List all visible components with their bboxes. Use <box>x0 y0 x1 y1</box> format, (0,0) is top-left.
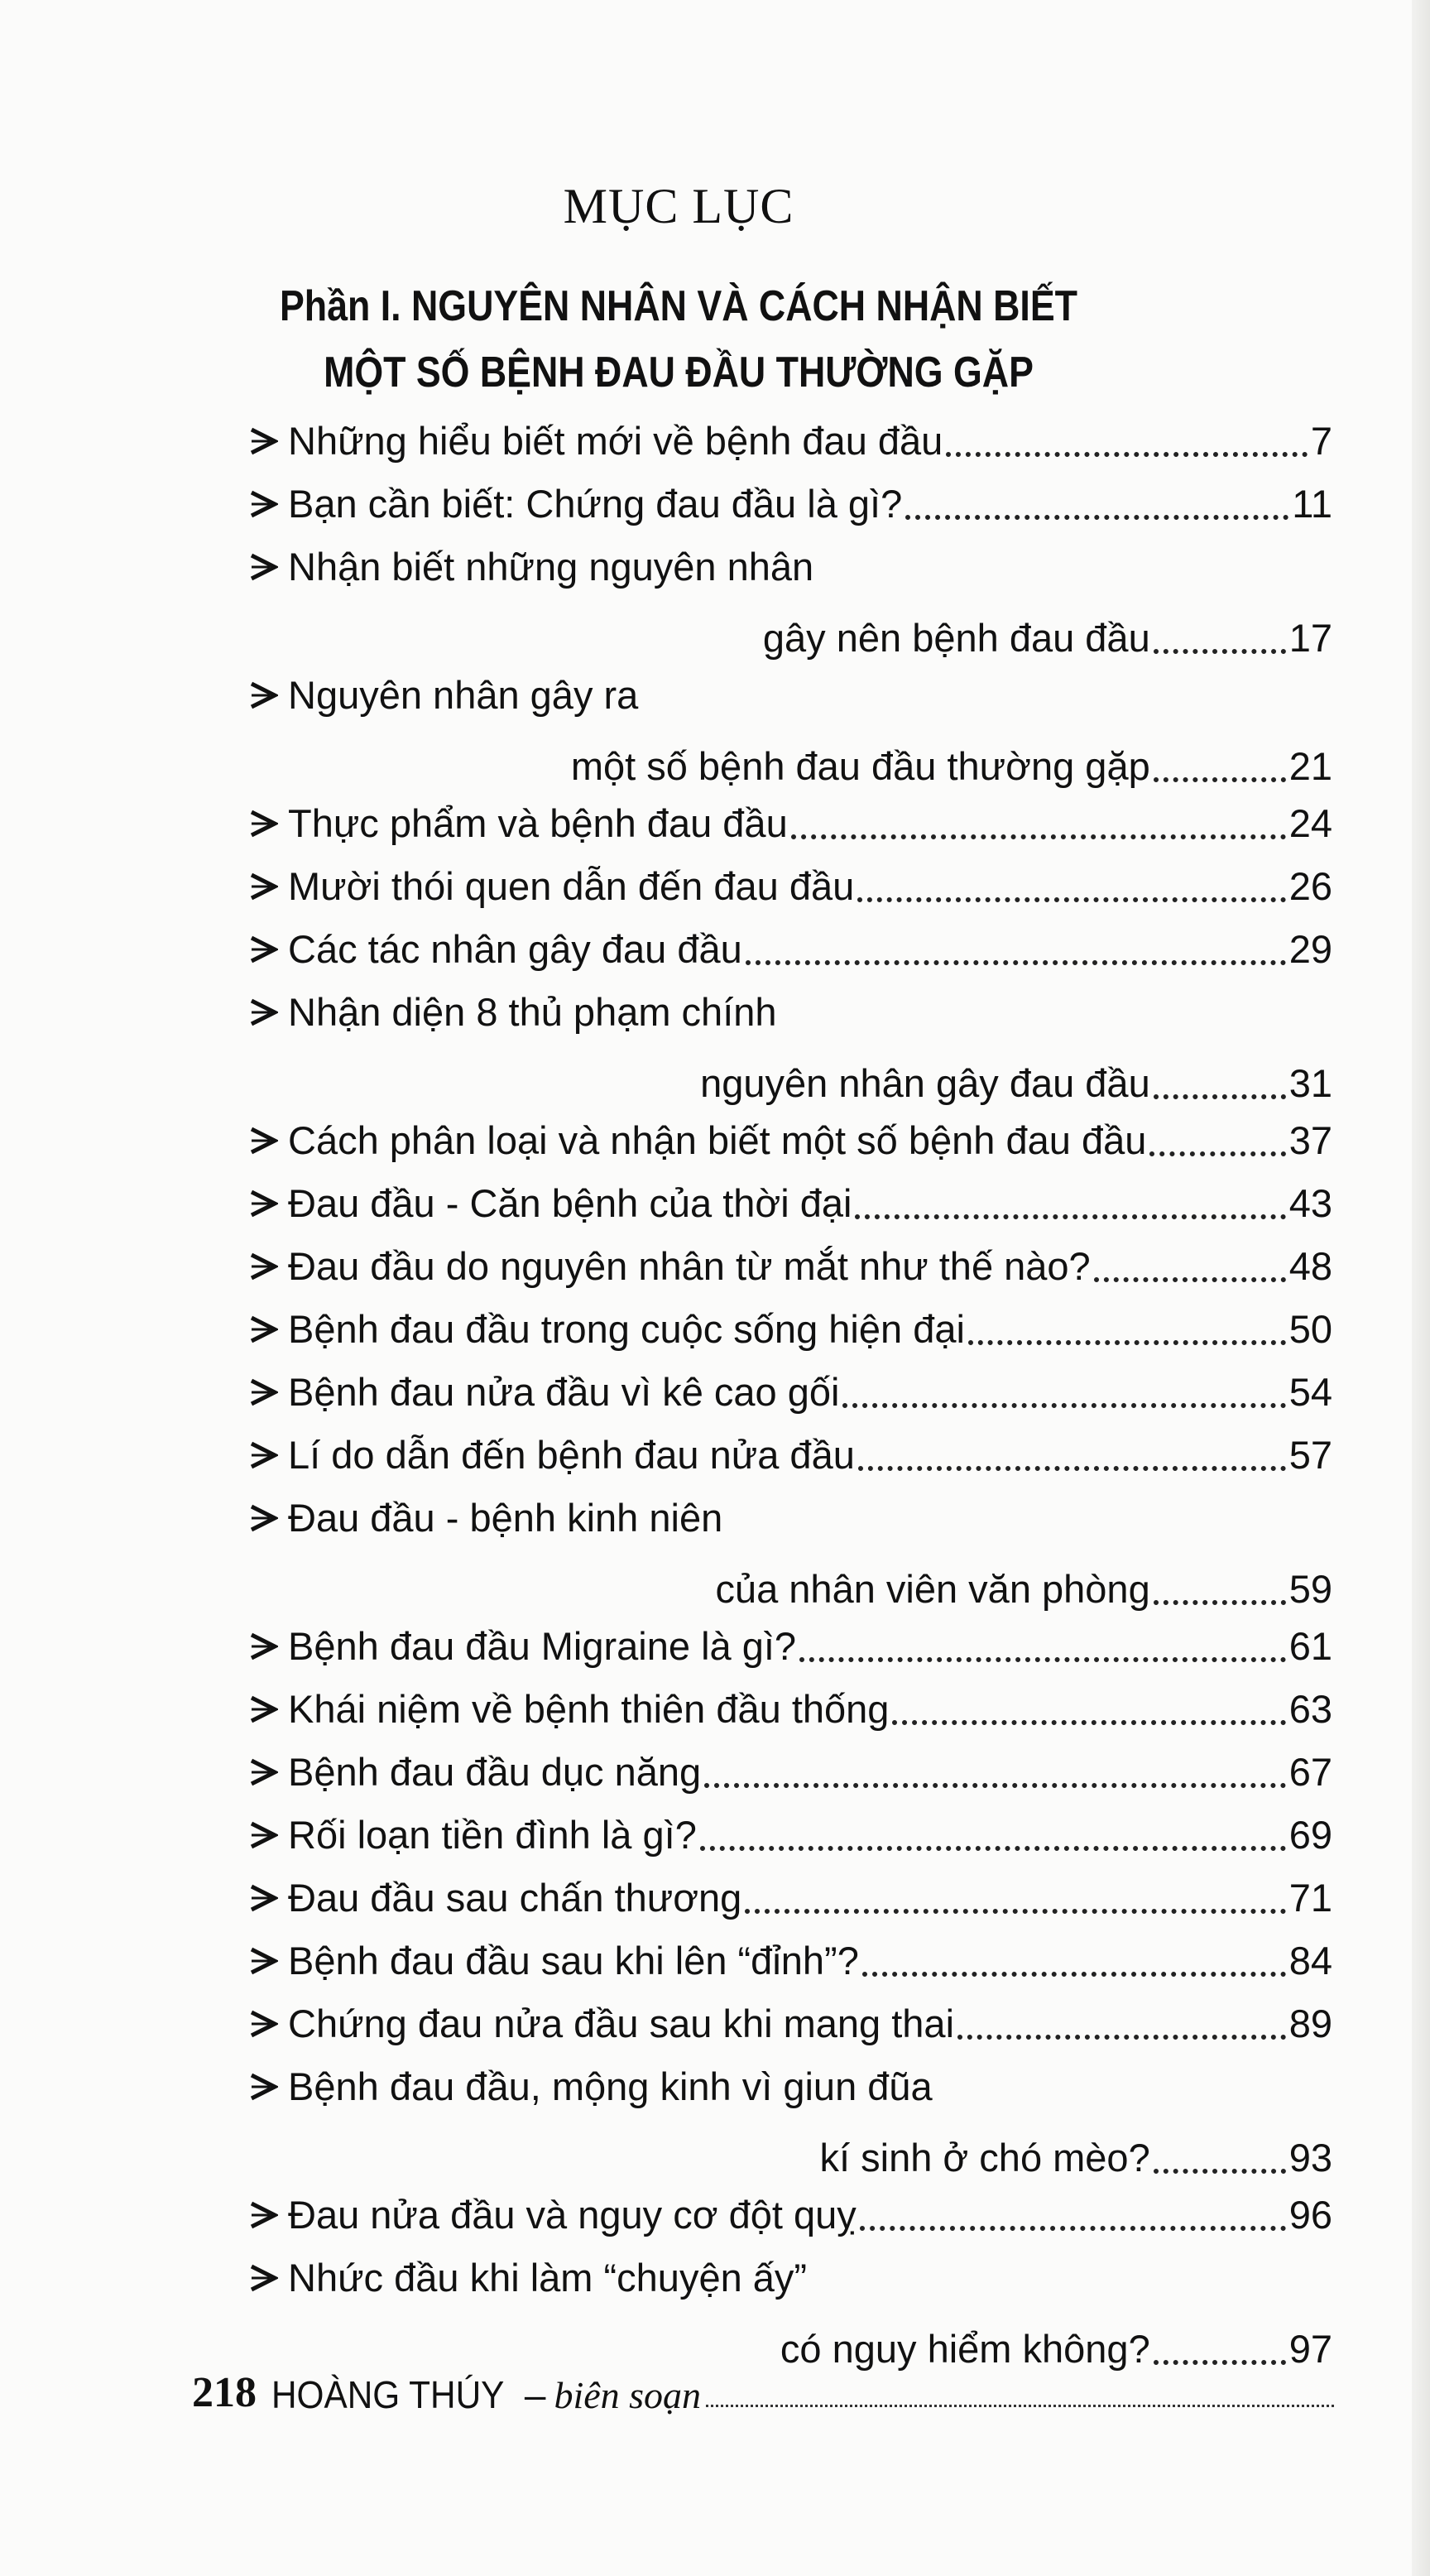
toc-entry-line <box>248 414 1332 469</box>
toc-entry-line <box>248 1619 1332 1674</box>
arrow-bullet-icon <box>248 2072 281 2102</box>
toc-entry-page: 84 <box>1288 1939 1332 1983</box>
dot-leader <box>791 834 1286 839</box>
toc-entry-page: 31 <box>1288 1061 1332 1106</box>
arrow-bullet-icon <box>248 1883 281 1913</box>
dot-leader <box>1154 2169 1286 2174</box>
arrow-bullet-icon <box>248 552 281 582</box>
toc-entry-title: Bệnh đau đầu, mộng kinh vì giun đũa <box>288 2064 933 2109</box>
toc-entry-continuation <box>700 1056 1332 1111</box>
arrow-bullet-icon <box>248 1757 281 1787</box>
dot-leader <box>704 1783 1286 1788</box>
arrow-bullet-icon <box>248 1377 281 1407</box>
toc-entry-page: 24 <box>1288 801 1332 846</box>
toc-entry-title-continued: kí sinh ở chó mèo? <box>819 2136 1150 2180</box>
toc-entry-line <box>248 1113 1332 1168</box>
arrow-bullet-icon <box>248 1820 281 1850</box>
arrow-bullet-icon <box>248 935 281 964</box>
toc-entry-title: Thực phẩm và bệnh đau đầu <box>288 801 788 846</box>
toc-entry-line <box>248 1239 1332 1294</box>
toc-entry-title: Bệnh đau đầu dục năng <box>288 1750 702 1795</box>
arrow-bullet-icon <box>248 1126 281 1156</box>
arrow-bullet-icon <box>248 426 281 456</box>
toc-entry-line <box>248 1176 1332 1231</box>
toc-entry-title-continued: có nguy hiểm không? <box>780 2327 1150 2372</box>
dot-leader <box>842 1403 1285 1408</box>
toc-entry-title-continued: một số bệnh đau đầu thường gặp <box>570 744 1150 789</box>
arrow-bullet-icon <box>248 2263 281 2293</box>
toc-entry-line <box>248 985 1332 1040</box>
toc-entry-continuation <box>763 611 1332 666</box>
toc-entry-line <box>248 2251 1332 2305</box>
toc-entry-title: Nhận biết những nguyên nhân <box>288 545 814 589</box>
arrow-bullet-icon <box>248 2200 281 2230</box>
toc-entry-title-continued: gây nên bệnh đau đầu <box>762 616 1150 660</box>
toc-entry-title: Bệnh đau đầu Migraine là gì? <box>288 1624 797 1669</box>
arrow-bullet-icon <box>248 1632 281 1661</box>
toc-entry-title: Nhận diện 8 thủ phạm chính <box>288 990 777 1035</box>
dot-leader <box>860 2226 1286 2231</box>
toc-entry-page: 26 <box>1288 864 1332 909</box>
arrow-bullet-icon <box>248 997 281 1027</box>
dot-leader <box>1154 649 1286 654</box>
toc-entry-page: 96 <box>1288 2193 1332 2237</box>
dot-leader <box>957 2035 1286 2040</box>
toc-entry-page: 7 <box>1310 419 1332 463</box>
toc-entry-line <box>248 1428 1332 1483</box>
toc-entry-line <box>248 796 1332 851</box>
dot-leader <box>1154 777 1286 782</box>
toc-entry-continuation <box>715 1562 1332 1617</box>
toc-entry-page: 63 <box>1288 1687 1332 1732</box>
toc-entry-line <box>248 2188 1332 2242</box>
dot-leader <box>858 1466 1286 1471</box>
dot-leader <box>1149 1151 1285 1156</box>
dot-leader <box>862 1972 1286 1977</box>
toc-entry-title: Các tác nhân gây đau đầu <box>288 927 742 972</box>
toc-entry-title: Bệnh đau đầu sau khi lên “đỉnh”? <box>288 1939 859 1983</box>
toc-entry-continuation <box>571 739 1332 794</box>
toc-entry-title: Đau đầu - Căn bệnh của thời đại <box>288 1181 852 1226</box>
toc-entry-line <box>248 1808 1332 1862</box>
toc-entry-line <box>248 668 1332 723</box>
toc-entry-page: 43 <box>1288 1181 1332 1226</box>
toc-entry-title-continued: nguyên nhân gây đau đầu <box>700 1061 1150 1106</box>
toc-entry-page: 48 <box>1288 1244 1332 1289</box>
toc-entry-line <box>248 859 1332 914</box>
arrow-bullet-icon <box>248 2009 281 2039</box>
dot-leader <box>1094 1277 1286 1282</box>
toc-entry-page: 57 <box>1288 1433 1332 1478</box>
dot-leader <box>968 1340 1286 1345</box>
toc-entry-page: 11 <box>1292 482 1332 526</box>
dot-leader <box>946 452 1308 457</box>
toc-entry-line <box>248 1491 1332 1545</box>
toc-entry-page: 59 <box>1288 1567 1332 1612</box>
toc-entry-line <box>248 1682 1332 1737</box>
dot-leader <box>905 515 1288 520</box>
toc-entry-title: Đau đầu sau chấn thương <box>288 1876 742 1920</box>
toc-entry-page: 54 <box>1288 1370 1332 1415</box>
toc-entry-title: Mười thói quen dẫn đến đau đầu <box>288 864 855 909</box>
dot-leader <box>745 1909 1285 1914</box>
arrow-bullet-icon <box>248 809 281 839</box>
dot-leader <box>1154 1600 1286 1605</box>
toc-entry-title: Bệnh đau nửa đầu vì kê cao gối <box>288 1370 840 1415</box>
footer-page-number: 218 <box>192 2369 257 2416</box>
toc-entry-line <box>248 2059 1332 2114</box>
arrow-bullet-icon <box>248 1189 281 1218</box>
footer-role: biên soạn <box>554 2374 702 2416</box>
toc-entry-title: Đau đầu - bệnh kinh niên <box>288 1496 723 1540</box>
arrow-bullet-icon <box>248 489 281 519</box>
arrow-bullet-icon <box>248 1252 281 1281</box>
dot-leader <box>857 897 1285 902</box>
arrow-bullet-icon <box>248 1314 281 1344</box>
toc-entry-title: Bệnh đau đầu trong cuộc sống hiện đại <box>288 1307 965 1352</box>
toc-entry-page: 21 <box>1288 744 1332 789</box>
toc-entry-page: 37 <box>1288 1118 1332 1163</box>
toc-entry-title: Khái niệm về bệnh thiên đầu thống <box>288 1687 890 1732</box>
toc-entry-line <box>248 1997 1332 2051</box>
dot-leader <box>799 1657 1286 1662</box>
toc-entry-page: 71 <box>1288 1876 1332 1920</box>
toc-entry-title: Nhức đầu khi làm “chuyện ấy” <box>288 2256 808 2300</box>
toc-entry-page: 69 <box>1288 1813 1332 1858</box>
toc-entry-title: Cách phân loại và nhận biết một số bệnh đau đầu <box>288 1118 1147 1163</box>
toc-entry-page: 50 <box>1288 1307 1332 1352</box>
toc-title: MỤC LỤC <box>563 179 794 233</box>
toc-entry-title: Chứng đau nửa đầu sau khi mang thai <box>288 2002 955 2046</box>
dot-leader <box>746 960 1286 965</box>
part-heading-line-1: Phần I. NGUYÊN NHÂN VÀ CÁCH NHẬN BIẾT <box>279 282 1078 330</box>
toc-entry-line <box>248 1871 1332 1925</box>
toc-entry-line <box>248 922 1332 977</box>
dot-leader <box>855 1214 1285 1219</box>
toc-entry-line <box>248 1745 1332 1800</box>
toc-entry-title: Những hiểu biết mới về bệnh đau đầu <box>288 419 943 463</box>
toc-entry-page: 61 <box>1288 1624 1332 1669</box>
dot-leader <box>892 1720 1285 1725</box>
toc-entry-line <box>248 540 1332 594</box>
toc-entry-title: Đau nửa đầu và nguy cơ đột quỵ <box>288 2193 857 2237</box>
dot-leader <box>700 1846 1286 1851</box>
toc-entry-line <box>248 477 1332 531</box>
toc-entry-page: 67 <box>1288 1750 1332 1795</box>
arrow-bullet-icon <box>248 1946 281 1976</box>
toc-entry-line <box>248 1934 1332 1988</box>
arrow-bullet-icon <box>248 1694 281 1724</box>
toc-entry-page: 29 <box>1288 927 1332 972</box>
footer-author: HOÀNG THÚY <box>271 2373 505 2416</box>
toc-entry-continuation <box>820 2131 1332 2185</box>
arrow-bullet-icon <box>248 1503 281 1533</box>
toc-entry-title-continued: của nhân viên văn phòng <box>715 1567 1150 1612</box>
part-heading-line-2: MỘT SỐ BỆNH ĐAU ĐẦU THƯỜNG GẶP <box>324 348 1034 396</box>
footer-dotted-rule <box>706 2405 1334 2407</box>
page-footer <box>192 2351 1334 2417</box>
toc-entry-title: Đau đầu do nguyên nhân từ mắt như thế nào? <box>288 1244 1091 1289</box>
toc-entry-page: 93 <box>1288 2136 1332 2180</box>
toc-entry-title: Nguyên nhân gây ra <box>288 673 639 718</box>
arrow-bullet-icon <box>248 1440 281 1470</box>
footer-dash: – <box>524 2373 546 2416</box>
toc-entry-line <box>248 1302 1332 1357</box>
toc-entry-title: Bạn cần biết: Chứng đau đầu là gì? <box>288 482 903 526</box>
arrow-bullet-icon <box>248 680 281 710</box>
toc-entry-page: 17 <box>1288 616 1332 660</box>
toc-entry-title: Lí do dẫn đến bệnh đau nửa đầu <box>288 1433 855 1478</box>
toc-entry-page: 97 <box>1288 2327 1332 2372</box>
dot-leader <box>1154 1094 1286 1099</box>
toc-entry-title: Rối loạn tiền đình là gì? <box>288 1813 697 1858</box>
toc-entry-line <box>248 1365 1332 1420</box>
arrow-bullet-icon <box>248 872 281 901</box>
toc-entry-page: 89 <box>1288 2002 1332 2046</box>
